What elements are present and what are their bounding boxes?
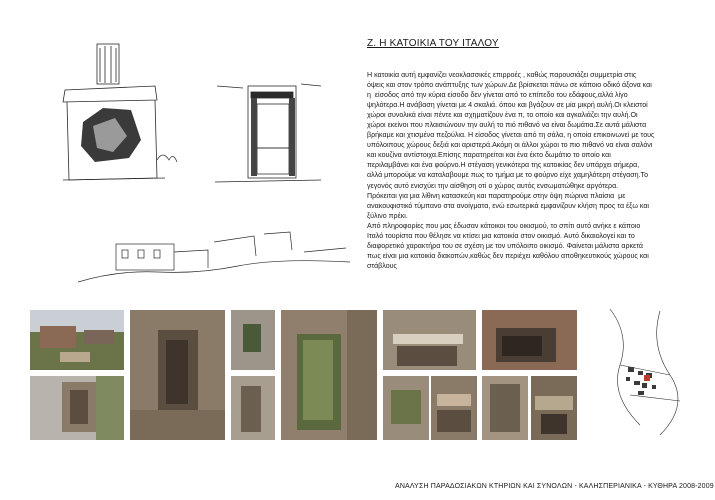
photo-12 <box>531 376 577 440</box>
photo-10 <box>431 376 477 440</box>
photo-4 <box>231 310 275 370</box>
site-map <box>600 305 686 443</box>
photo-7 <box>383 310 476 370</box>
photo-8 <box>482 310 577 370</box>
section-title: Ζ. Η ΚΑΤΟΙΚΙΑ ΤΟΥ ΙΤΑΛΟΥ <box>367 38 499 49</box>
photo-6 <box>281 310 377 440</box>
photo-2 <box>30 376 124 440</box>
photo-3 <box>130 310 225 440</box>
window-sketch <box>213 78 323 188</box>
fireplace-sketch <box>45 40 195 190</box>
photo-5 <box>231 376 275 440</box>
panorama-sketch <box>78 222 350 292</box>
photo-1 <box>30 310 124 370</box>
body-text: Η κατοικία αυτή εμφανίζει νεοκλασσικές επιρροές , καθώς παρουσιάζει συμμετρία στις όψεις και στον τρόπο ανάπτυξης των χώρων.Δε βρίσκεται πάνω σε κάποιο οδικό άξονα και η είσοδος από την κύρια είσοδο δεν γίνεται από το επίπεδο του εδάφους,αλλά λίγο ψηλότερα.Η ανάβαση γίνεται με 4 σκαλιά. όπου και βγάζουν σε μία μικρή αυλή.Οι κλειστοί χώροι συνολικά είναι πέντε και σχηματίζουν ένα π, το οποίο και αγκαλιάζει την αυλή.Οι χώροι εκείνοι που πλαισιώνουν την αυλή το πιό πιθανό να είναι δωμάτια.Σε αυτά μάλιστα βρήκαμε και χτισμένα πεζούλια. Η είσοδος γίνεται από τη σάλα, η οποία επικοινωνεί με τους υπόλοιπους χώρους δεξιά και αριστερά.Ακόμη οι άλλοι χώροι το πιο πιθανό να είναι σαλόνι και κουζίνα αντίστοιχα.Επίσης παρατηρείται και ένα έκτο δωμάτιο το οποίο και περιλαμβάνει και ένα φούρνο.Η στέγαση γενικότερα της κατοικίας δεν υπάρχει σήμερα, αλλά μπορούμε να καταλαβουμε πως το τμήμα με το φούρνο είχε χαμηλότερη στέγαση.Το γεγονός αυτό ενισχύει την αίσθηση οτί ο χώρος αυτός ενσωματώθηκε αργότερα. Πρόκειται για μια λίθινη κατασκεύη και παρατηρούμε στην όψη πώρινα πλαίσια με ανακουφιστικό τύμπανο στα ανοίγματα, ενώ εσωτερικά εμφανίζουν κλήση προς τα έξω και ξύλινο πρέκι. Από πληροφορίες που μας έδωσαν κάτοικοι του οικισμού, το σπίτι αυτό ανήκε ε κάποιο Ιταλό τουρίστα που θέλησε να κτίσει μια κατοικία στον οικισμό. Αυτό δικαιολογεί και το διαφορετικό χαρακτήρα του σε σχέση με τον υπόλοιπο οικισμό. Φαίνεται μάλιστα αρκετά πως είναι μια κατοικία διακοπών,καθώς δεν περιέχει καθόλου αποθηκευτικούς χώρους και στάβλους <box>367 71 655 270</box>
photo-9 <box>383 376 429 440</box>
footer-caption: ΑΝΑΛΥΣΗ ΠΑΡΑΔΟΣΙΑΚΩΝ ΚΤΗΡΙΩΝ ΚΑΙ ΣΥΝΟΛΩΝ - ΚΑΛΗΣΠΕΡΙΑΝΙΚΑ - ΚΥΘΗΡΑ 2008-2009 <box>395 483 714 490</box>
photo-11 <box>482 376 528 440</box>
